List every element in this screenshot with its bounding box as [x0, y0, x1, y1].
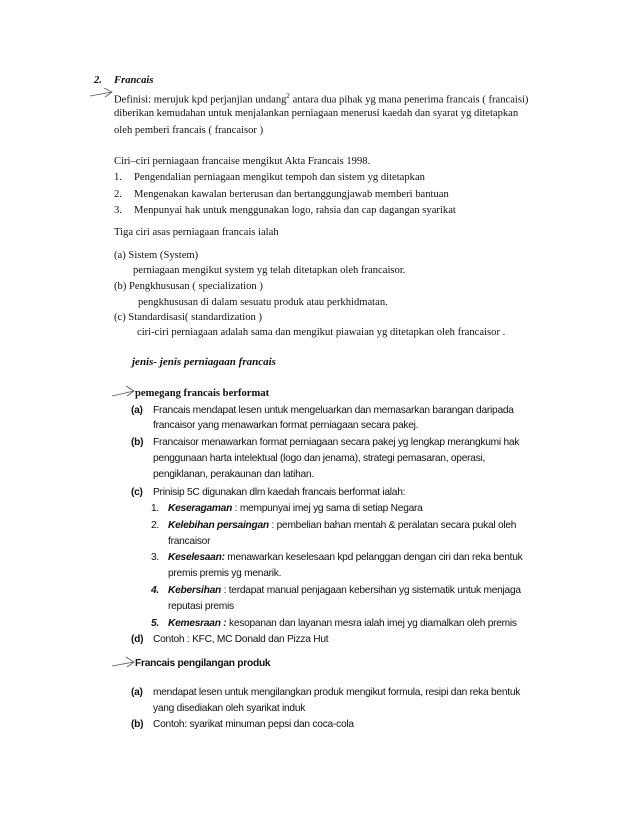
- product-item-a-line-2: yang disediakan oleh syarikat induk: [153, 703, 306, 714]
- format-item-a-line-2: francaisor yang menawarkan format perniagaan secara pakej.: [153, 420, 419, 431]
- definition-line-1: Definisi: merujuk kpd perjanjian undang$^2$ antara dua pihak yg mana penerima francais ( francaisi): [114, 92, 529, 106]
- format-item-b-line-1: Francaisor menawarkan format perniagaan secara pakej yg lengkap merangkumi hak: [153, 437, 520, 448]
- list-item: 2. Mengenakan kawalan berterusan dan bertanggungjawab memberi bantuan: [114, 189, 449, 200]
- format-item-d: (d): [131, 634, 144, 645]
- basics-heading: Tiga ciri asas perniagaan francais ialah: [114, 227, 279, 238]
- characteristics-heading: Ciri–ciri perniagaan francaise mengikut Akta Francais 1998.: [114, 156, 371, 167]
- principle-item-continuation: premis premis yg menarik.: [168, 568, 282, 579]
- basic-item-desc: perniagaan mengikut system yg telah ditetapkan oleh francaisor.: [133, 265, 406, 276]
- format-item-a-line-1: Francais mendapat lesen untuk mengeluarkan dan memasarkan barangan daripada: [153, 405, 514, 416]
- product-item-a-line-1: mendapat lesen untuk mengilangkan produk mengikut formula, resipi dan reka bentuk: [153, 687, 521, 698]
- principle-item: 4. Kebersihan : terdapat manual penjagaan kebersihan yg sistematik untuk menjaga: [151, 585, 521, 596]
- basic-item-desc: ciri-ciri perniagaan adalah sama dan mengikut piawaian yg ditetapkan oleh francaisor .: [137, 327, 506, 338]
- section-title: Francais: [114, 75, 154, 86]
- format-item-b: (b): [131, 437, 144, 448]
- product-heading: Francais pengilangan produk: [135, 658, 271, 669]
- product-item-a: (a): [131, 687, 143, 698]
- list-item: 1. Pengendalian perniagaan mengikut tempoh dan sistem yg ditetapkan: [114, 172, 425, 183]
- format-item-c: (c): [131, 487, 143, 498]
- definition-line-2: diberikan kemudahan untuk menjalankan perniagaan menerusi kaedah dan syarat yg ditetapkan: [114, 108, 519, 119]
- format-item-a: (a): [131, 405, 143, 416]
- principle-item: 5. Kemesraan : kesopanan dan layanan mesra ialah imej yg diamalkan oleh premis: [151, 618, 517, 629]
- definition-label: Definisi:: [114, 94, 152, 106]
- section-number: 2.: [94, 75, 102, 86]
- principle-item-continuation: francaisor: [168, 536, 211, 547]
- product-item-b: (b): [131, 719, 144, 730]
- format-item-b-line-3: pengiklanan, perakaunan dan latihan.: [153, 469, 314, 480]
- types-heading: jenis- jenis perniagaan francais: [132, 356, 276, 368]
- principle-item: 1. Keseragaman : mempunyai imej yg sama di setiap Negara: [151, 503, 423, 514]
- arrow-icon: [112, 385, 136, 399]
- basic-item-title: (c) Standardisasi( standardization ): [114, 312, 262, 323]
- list-item: 3. Menpunyai hak untuk menggunakan logo, rahsia dan cap dagangan syarikat: [114, 205, 456, 216]
- product-item-b-line-1: Contoh: syarikat minuman pepsi dan coca-cola: [153, 719, 354, 730]
- principle-item: 2. Kelebihan persaingan : pembelian bahan mentah & peralatan secara pukal oleh: [151, 520, 517, 531]
- format-heading: pemegang francais berformat: [135, 388, 270, 399]
- format-item-d-line-1: Contoh : KFC, MC Donald dan Pizza Hut: [153, 634, 329, 645]
- basic-item-title: (b) Pengkhususan ( specialization ): [114, 281, 263, 292]
- basic-item-title: (a) Sistem (System): [114, 250, 199, 261]
- arrow-icon: [90, 88, 114, 100]
- format-item-c-line-1: Prinisip 5C digunakan dlm kaedah francais berformat ialah:: [153, 487, 406, 498]
- definition-line-3: oleh pemberi francais ( francaisor ): [114, 125, 264, 136]
- arrow-icon: [112, 656, 136, 670]
- principle-item-continuation: reputasi premis: [168, 601, 234, 612]
- format-item-b-line-2: penggunaan harta intelektual (logo dan jenama), strategi pemasaran, operasi,: [153, 453, 486, 464]
- basic-item-desc: pengkhususan di dalam sesuatu produk atau perkhidmatan.: [138, 297, 388, 308]
- principle-item: 3. Keselesaan: menawarkan keselesaan kpd pelanggan dengan ciri dan reka bentuk: [151, 552, 523, 563]
